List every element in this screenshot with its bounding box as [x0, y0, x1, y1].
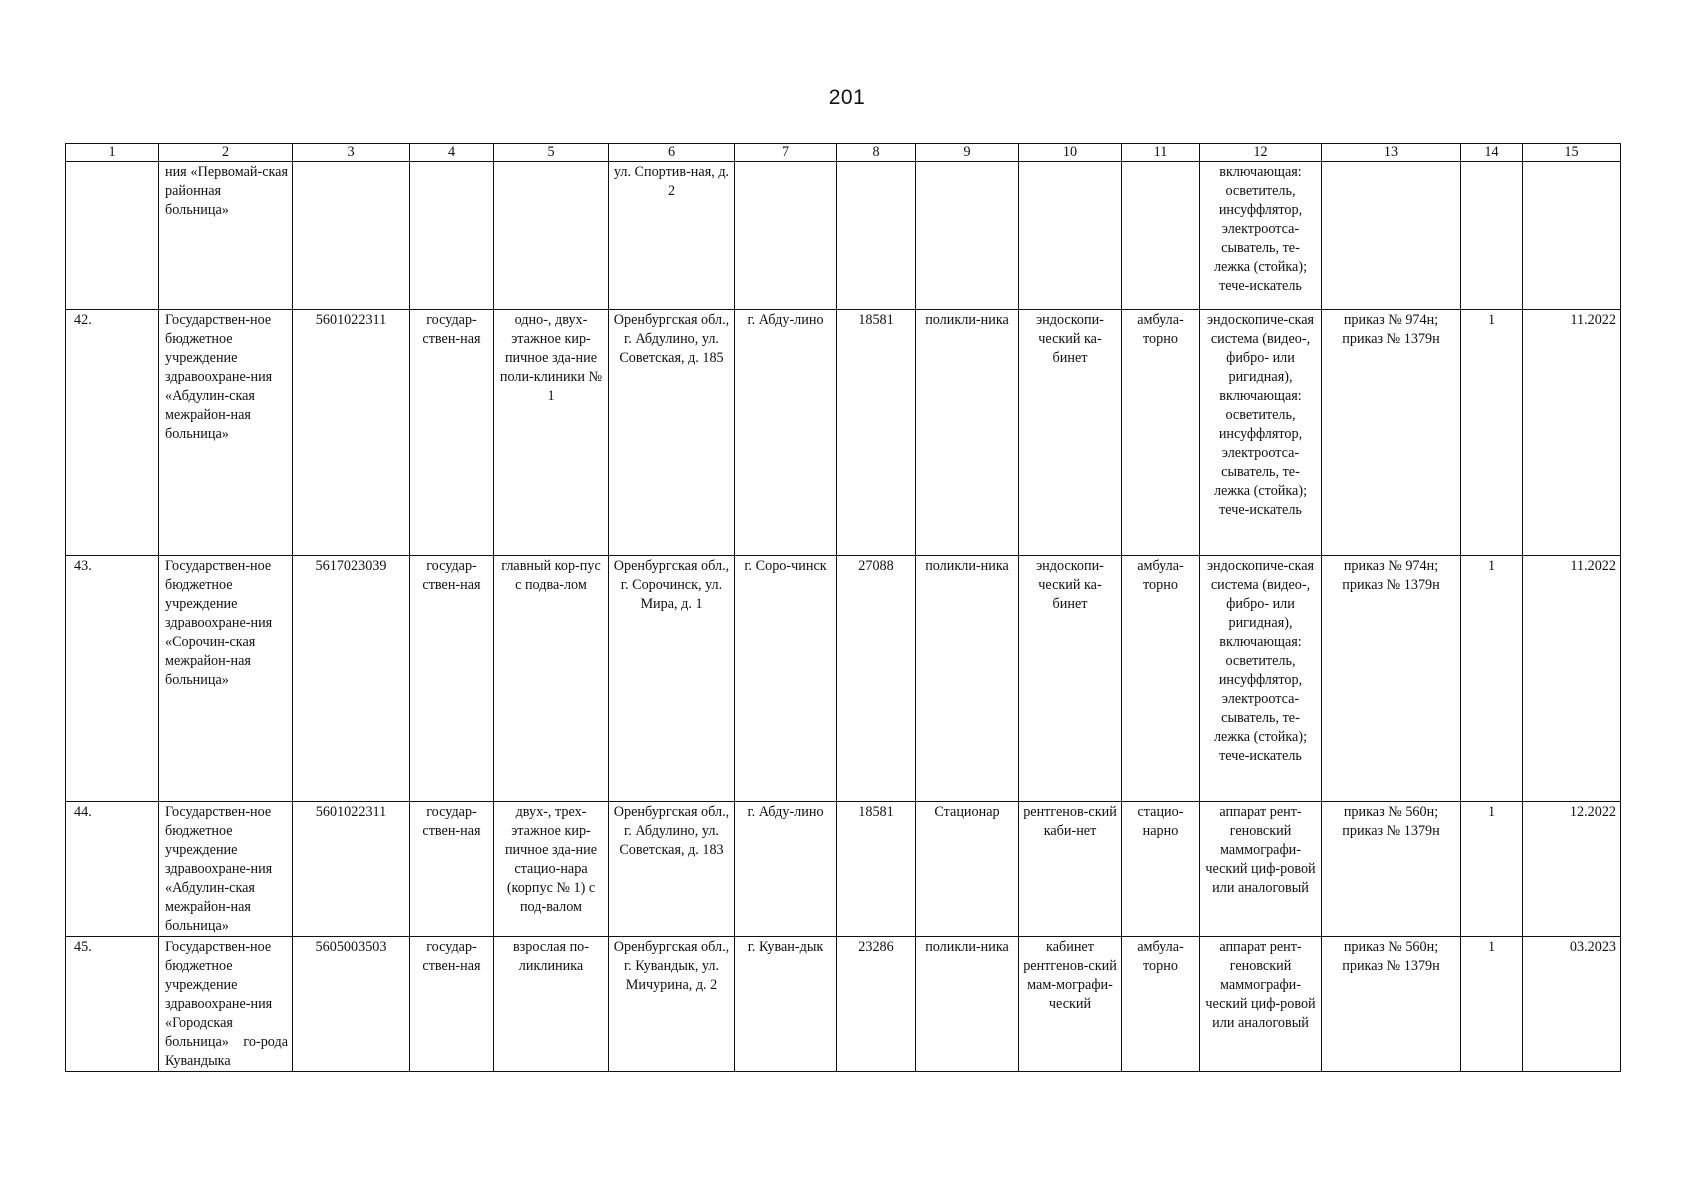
- address: Оренбургская обл., г. Кувандык, ул. Мичурина, д. 2: [609, 937, 735, 1072]
- address: Оренбургская обл., г. Абдулино, ул. Советская, д. 185: [609, 310, 735, 556]
- table-row: [66, 310, 1621, 556]
- column-header: 7: [735, 144, 837, 162]
- date: 11.2022: [1523, 556, 1621, 802]
- equipment: эндоскопиче-ская система (видео-, фибро- или ригидная), включающая: осветитель, инсуффлятор, электроотса-сыватель, те-лежка (стойка); тече-искатель: [1200, 310, 1322, 556]
- care-mode: амбула-торно: [1122, 310, 1200, 556]
- ownership-form: [410, 162, 494, 310]
- locality: [735, 162, 837, 310]
- locality: г. Абду-лино: [735, 802, 837, 937]
- column-header: 8: [837, 144, 916, 162]
- column-header: 6: [609, 144, 735, 162]
- column-header: 5: [494, 144, 609, 162]
- column-header: 11: [1122, 144, 1200, 162]
- locality-code: 27088: [837, 556, 916, 802]
- quantity: 1: [1461, 310, 1523, 556]
- date: 12.2022: [1523, 802, 1621, 937]
- care-mode: амбула-торно: [1122, 937, 1200, 1072]
- register-table: [65, 143, 1621, 1072]
- order-reference: приказ № 974н; приказ № 1379н: [1322, 556, 1461, 802]
- organization-name: Государствен-ное бюджетное учреждение здравоохране-ния «Городская больница» го-рода Кувандыка: [159, 937, 293, 1072]
- building-description: двух-, трех-этажное кир-пичное зда-ние стацио-нара (корпус № 1) с под-валом: [494, 802, 609, 937]
- room-type: кабинет рентгенов-ский мам-мографи-ческий: [1019, 937, 1122, 1072]
- address: Оренбургская обл., г. Сорочинск, ул. Мира, д. 1: [609, 556, 735, 802]
- care-mode: амбула-торно: [1122, 556, 1200, 802]
- inn: [293, 162, 410, 310]
- column-header: 2: [159, 144, 293, 162]
- ownership-form: государ-ствен-ная: [410, 802, 494, 937]
- unit-type: поликли-ника: [916, 556, 1019, 802]
- column-number-header-row: [66, 144, 1621, 162]
- column-header: 9: [916, 144, 1019, 162]
- organization-name: Государствен-ное бюджетное учреждение здравоохране-ния «Сорочин-ская межрайон-ная больница»: [159, 556, 293, 802]
- table-row: [66, 802, 1621, 937]
- locality-code: 18581: [837, 310, 916, 556]
- order-reference: приказ № 560н; приказ № 1379н: [1322, 802, 1461, 937]
- organization-name: Государствен-ное бюджетное учреждение здравоохране-ния «Абдулин-ская межрайон-ная больница»: [159, 802, 293, 937]
- locality-code: 23286: [837, 937, 916, 1072]
- row-number: 45.: [66, 937, 159, 1072]
- date: [1523, 162, 1621, 310]
- organization-name: ния «Первомай-ская районная больница»: [159, 162, 293, 310]
- page-number: 201: [828, 86, 866, 109]
- unit-type: поликли-ника: [916, 310, 1019, 556]
- room-type: эндоскопи-ческий ка-бинет: [1019, 556, 1122, 802]
- address: ул. Спортив-ная, д. 2: [609, 162, 735, 310]
- column-header: 12: [1200, 144, 1322, 162]
- inn: 5601022311: [293, 310, 410, 556]
- building-description: взрослая по-ликлиника: [494, 937, 609, 1072]
- ownership-form: государ-ствен-ная: [410, 556, 494, 802]
- care-mode: стацио-нарно: [1122, 802, 1200, 937]
- room-type: рентгенов-ский каби-нет: [1019, 802, 1122, 937]
- inn: 5605003503: [293, 937, 410, 1072]
- column-header: 15: [1523, 144, 1621, 162]
- room-type: [1019, 162, 1122, 310]
- unit-type: [916, 162, 1019, 310]
- column-header: 3: [293, 144, 410, 162]
- table-row: [66, 556, 1621, 802]
- locality-code: [837, 162, 916, 310]
- quantity: 1: [1461, 937, 1523, 1072]
- equipment: аппарат рент-геновский маммографи-ческий циф-ровой или аналоговый: [1200, 802, 1322, 937]
- column-header: 14: [1461, 144, 1523, 162]
- building-description: [494, 162, 609, 310]
- locality-code: 18581: [837, 802, 916, 937]
- date: 03.2023: [1523, 937, 1621, 1072]
- equipment: включающая: осветитель, инсуффлятор, электроотса-сыватель, те-лежка (стойка); тече-искатель: [1200, 162, 1322, 310]
- quantity: 1: [1461, 802, 1523, 937]
- locality: г. Куван-дык: [735, 937, 837, 1072]
- unit-type: Стационар: [916, 802, 1019, 937]
- row-number: 43.: [66, 556, 159, 802]
- order-reference: приказ № 560н; приказ № 1379н: [1322, 937, 1461, 1072]
- column-header: 1: [66, 144, 159, 162]
- ownership-form: государ-ствен-ная: [410, 310, 494, 556]
- unit-type: поликли-ника: [916, 937, 1019, 1072]
- table-row: [66, 162, 1621, 310]
- table-row: [66, 937, 1621, 1072]
- row-number: [66, 162, 159, 310]
- equipment: аппарат рент-геновский маммографи-ческий циф-ровой или аналоговый: [1200, 937, 1322, 1072]
- column-header: 10: [1019, 144, 1122, 162]
- room-type: эндоскопи-ческий ка-бинет: [1019, 310, 1122, 556]
- column-header: 13: [1322, 144, 1461, 162]
- building-description: главный кор-пус с подва-лом: [494, 556, 609, 802]
- order-reference: [1322, 162, 1461, 310]
- inn: 5617023039: [293, 556, 410, 802]
- column-header: 4: [410, 144, 494, 162]
- quantity: [1461, 162, 1523, 310]
- ownership-form: государ-ствен-ная: [410, 937, 494, 1072]
- row-number: 44.: [66, 802, 159, 937]
- row-number: 42.: [66, 310, 159, 556]
- date: 11.2022: [1523, 310, 1621, 556]
- locality: г. Абду-лино: [735, 310, 837, 556]
- equipment: эндоскопиче-ская система (видео-, фибро- или ригидная), включающая: осветитель, инсуффлятор, электроотса-сыватель, те-лежка (стойка); тече-искатель: [1200, 556, 1322, 802]
- building-description: одно-, двух-этажное кир-пичное зда-ние поли-клиники № 1: [494, 310, 609, 556]
- order-reference: приказ № 974н; приказ № 1379н: [1322, 310, 1461, 556]
- inn: 5601022311: [293, 802, 410, 937]
- quantity: 1: [1461, 556, 1523, 802]
- care-mode: [1122, 162, 1200, 310]
- address: Оренбургская обл., г. Абдулино, ул. Советская, д. 183: [609, 802, 735, 937]
- organization-name: Государствен-ное бюджетное учреждение здравоохране-ния «Абдулин-ская межрайон-ная больница»: [159, 310, 293, 556]
- locality: г. Соро-чинск: [735, 556, 837, 802]
